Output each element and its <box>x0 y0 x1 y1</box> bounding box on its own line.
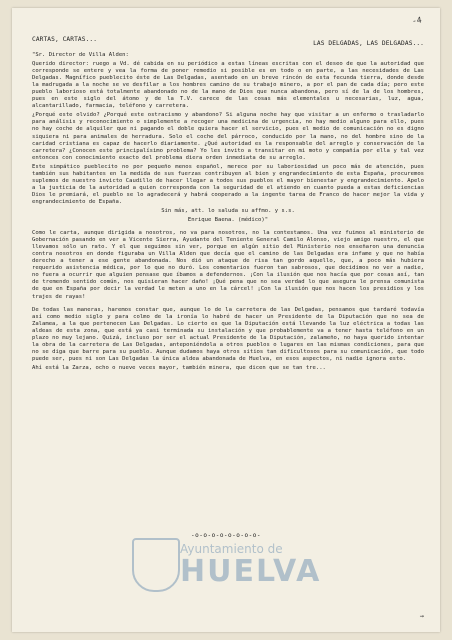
editorial-paragraph: Como le carta, aunque dirigida a nosotros, no va para nosotros, no la contestamos. Una vez fuimos al ministerio de Gobernación pasando en ver a Vicente Sierra, Ayudante del Teniente General Camilo Alonso, viejo amigo nuestro, el que llevamos sólo un rato. Y el que seguimos sin ver, porque en algún sitio del Ministerio nos enseñaron una denuncia contra nosotros en donde figuraba un Villa Alden que decía que el camino de las Delgadas era infame y que no había derecho a tener a ese gente abandonada. Nos dió un ataque de risa tan gordo aquello, que, a poco más hubiera requerido asistencia médica, por lo que no duró. Los comentarios fueron tan sabrosos, que decidimos no ver a nadie, no fuera a ocurrir que alguien pensase que íbamos a defendernos. ¡Con la ilusión que nos hacía que por cosas así, tan de tremendo sentido común, nos quisieran hacer daño! ¡Qué pena que no sea verdad lo que asegura le prensa comunista de que en España por decir la verdad le meten a uno en la cárcel! ¡Con la ilusión que nos hacen los presidios y los trajes de rayas! <box>32 230 424 300</box>
letter-paragraph: Este simpático pueblecito no por pequeño menos español, merece por su laboriosidad un poco más de atención, pues también sus habitantes en la medida de sus fuerzas contribuyen al bien y engrandecimiento de esta España, procuremos suplemos de nuestro invicto Caudillo de hacer llegar a todos sus pueblos el mayor bienestar y engrandecimiento. Apelo a la justicia de la autoridad a quien corresponda con la seguridad de el atiendo en cuanto pueda a estas deficiencias Dios le premiará, el pueblo se lo agradecerá y habrá cooperado a la ingente tarea de Franco de hacer mejor la vida y engrandecimiento de España. <box>32 163 424 205</box>
document-page <box>12 8 440 632</box>
header-right-title: LAS DELGADAS, LAS DELGADAS... <box>313 40 424 47</box>
editorial-paragraph: Ahí está la Zarza, ocho o nueve veces mayor, también minera, que dicen que se tan tre... <box>32 364 326 371</box>
watermark-name: HUELVA <box>180 554 322 589</box>
document-header <box>32 36 424 48</box>
letter-body <box>32 52 424 374</box>
page-turn-mark: → <box>419 612 424 620</box>
letter-closing: Sin más, att. lo saluda su affmo. y s.s. <box>161 207 295 214</box>
letter-paragraph: ¿Porqué este olvido? ¿Porqué este ostracismo y abandono? Si alguna noche hay que visitar a un enfermo o trasladarlo para análisis y reconocimiento o simplemente a recoger una medicina de urgencia, no hay medio alguno para ello, pues no hay coche de alquiler que ni pagando el doble quiera hacer el servicio, pues el medio de comunicación no es digno siquiera ni para animales de herradura. Solo el coche del párroco, conducido por la mano, no del hombre sino de la caridad cristiana es capaz de hacerlo diariamente. ¿Qué autoridad es la responsable del arreglo y conservación de la carretera? ¿Conocen este principalísimo problema? Yo les invito a transitar en mi moto y compañía por ella y tal vez entonces con conocimiento exacto del problema diera orden inmediata de su arreglo. <box>32 112 424 161</box>
letter-salutation: "Sr. Director de Villa Alden: <box>32 52 129 58</box>
archive-watermark <box>132 536 332 596</box>
watermark-label: Ayuntamiento de <box>180 542 283 556</box>
letter-signature: Enrique Baena. (médico)" <box>187 217 269 224</box>
editorial-paragraph: De todas las maneras, haremos constar que, aunque lo de la carretera de las Delgadas, pensamos que tardaré todavía así como medio siglo y para colmo de la ironía lo habré de hacer un Presidente de la Diputación que no sea de Zalamea, a la que pertenecen Las Delgadas. Lo cierto es que la Diputación está llevando la luz eléctrica a todas las aldeas de esta zona, que está ya casi terminada su instalación y que probablemente va a tener hasta teléfono en un plazo no muy lejano. Quizá, incluso por ser el actual Presidente de la Diputación, zalameño, no haya querido intentar la obra de la carretera de Las Delgadas, anteponiéndola a otros pueblos o lugares en las mismas condiciones, para que no se diga que barre para su pueblo. Aunque dudamos haya otros sitios tan dificultosos para su comunicación, que todo puede ser, pues ni son Las Delgadas la única aldea abandonada de Huelva, en esos aspectos, ni nadie ignora esto. <box>32 306 424 362</box>
header-left-title: CARTAS, CARTAS... <box>32 36 98 43</box>
coat-of-arms-icon <box>132 538 180 592</box>
section-separator: -o-o-o-o-o-o-o-o- <box>191 532 261 539</box>
page-number-mark: -4 <box>411 15 423 26</box>
letter-paragraph: Querido director: ruego a Vd. dé cabida en su periódico a estas líneas escritas con el deseo de que la autoridad que corresponde se entere y vea la forma de poner remedio si posible es en todo o en parte, a las necesidades de Las Delgadas. Magnífico pueblecito éste de Las Delgadas, asentado en un breve rincón de esta fecunda tierra, donde desde la madrugada a la noche se ve desfilar a los hombres camino de su trabajo minero, a por el pan de cada día; pero este pueblo laborioso está totalmente abandonado no de la mano de Dios que nunca abandona, pero sí de la de los hombres, pues en este siglo del átomo y de la T.V. carece de las cosas más elementales u necesarias, luz, agua, alcantarillado, farmacia, teléfono y carretera. <box>32 61 424 110</box>
